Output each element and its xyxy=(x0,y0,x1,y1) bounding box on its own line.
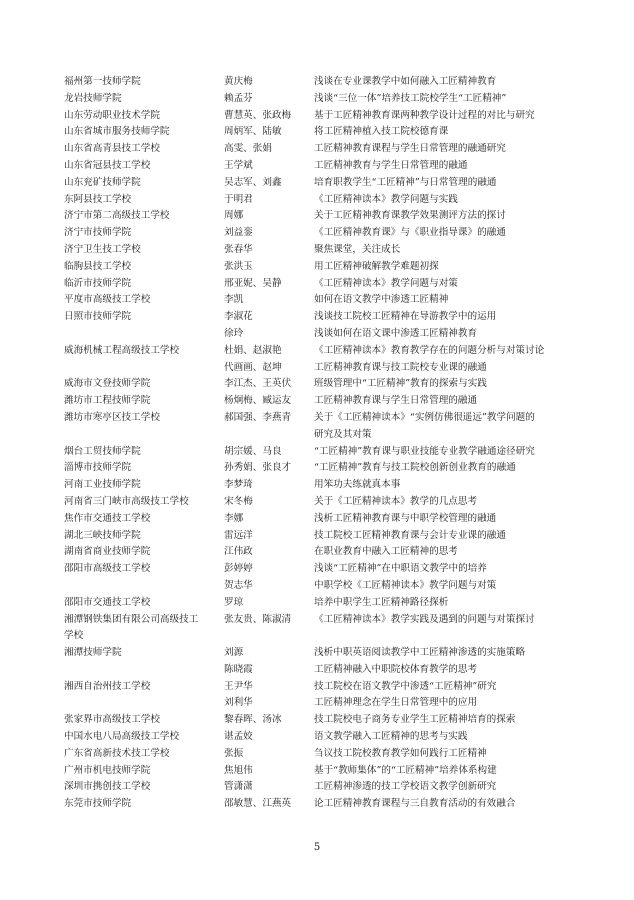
title-cell-line: “工匠精神”教育与技工院校创新创业教育的融通 xyxy=(314,462,516,474)
author-cell-line: 张友贵、陈淑清 xyxy=(224,613,292,625)
school-cell-line: 湖北三峡技师学院 xyxy=(64,529,141,541)
school-cell xyxy=(64,612,224,646)
school-cell-line: 山东省高青县技工学校 xyxy=(64,143,160,155)
title-cell-line: 语文教学融入工匠精神的思考与实践 xyxy=(314,731,468,743)
school-cell-line: 济宁市技师学院 xyxy=(64,227,132,239)
title-cell-line: 浅谈“三位一体”培养技工院校学生“工匠精神” xyxy=(314,92,507,104)
school-cell xyxy=(64,175,224,192)
author-cell-line: 焦旭伟 xyxy=(224,764,253,776)
school-cell-line: 山东兖矿技师学院 xyxy=(64,176,141,188)
entry-row xyxy=(64,376,584,393)
title-cell-line: 用笨功夫练就真本事 xyxy=(314,479,401,491)
title-cell xyxy=(314,444,584,461)
school-cell xyxy=(64,108,224,125)
title-cell-line: 工匠精神教育课程与学生日常管理的融通研究 xyxy=(314,143,506,155)
entry-row xyxy=(64,208,584,225)
school-cell-line: 张家界市高级技工学校 xyxy=(64,714,160,726)
title-cell xyxy=(314,477,584,494)
school-cell-line: 威海机械工程高级技工学校 xyxy=(64,344,180,356)
author-cell xyxy=(224,544,314,561)
school-cell-line: 广州市机电技师学院 xyxy=(64,764,151,776)
school-cell xyxy=(64,729,224,746)
title-cell-line: 工匠精神教育课与学生日常管理的融通 xyxy=(314,395,478,407)
school-cell xyxy=(64,91,224,108)
entry-row xyxy=(64,91,584,108)
author-cell-line: 管潇潇 xyxy=(224,781,253,793)
school-cell-line: 龙岩技师学院 xyxy=(64,92,122,104)
author-cell xyxy=(224,225,314,242)
author-cell xyxy=(224,460,314,477)
title-cell xyxy=(314,141,584,158)
entry-row xyxy=(64,645,584,679)
school-cell xyxy=(64,393,224,410)
school-cell xyxy=(64,645,224,662)
title-cell-line: 《工匠精神读本》教学问题与对策 xyxy=(314,277,458,289)
school-cell xyxy=(64,208,224,225)
school-cell-line: 深圳市携创技工学校 xyxy=(64,781,151,793)
author-cell xyxy=(224,343,314,377)
school-cell-line: 东莞市技师学院 xyxy=(64,798,132,810)
school-cell-line: 淄博市技师学院 xyxy=(64,462,132,474)
school-cell xyxy=(64,528,224,545)
entry-row xyxy=(64,528,584,545)
title-cell-line: “工匠精神”教育课与职业技能专业教学融通途径研究 xyxy=(314,445,535,457)
author-cell-line: 杜娟、赵淑艳 xyxy=(224,344,282,356)
author-cell-line: 孙秀娟、张良才 xyxy=(224,462,292,474)
author-cell xyxy=(224,561,314,595)
title-cell xyxy=(314,208,584,225)
author-cell-line: 贺志华 xyxy=(224,579,253,591)
author-cell xyxy=(224,779,314,796)
author-cell xyxy=(224,796,314,813)
author-cell xyxy=(224,175,314,192)
school-cell-line: 福州第一技师学院 xyxy=(64,76,141,87)
author-cell xyxy=(224,410,314,427)
author-cell xyxy=(224,158,314,175)
entry-row xyxy=(64,729,584,746)
author-cell-line: 吴志军、刘鑫 xyxy=(224,176,282,188)
school-cell xyxy=(64,376,224,393)
school-cell-line: 平度市高级技工学校 xyxy=(64,294,151,306)
author-cell-line: 张春华 xyxy=(224,243,253,255)
title-cell xyxy=(314,292,584,309)
title-cell-line: 关于工匠精神教育课教学效果测评方法的探讨 xyxy=(314,210,506,222)
page-number: 5 xyxy=(313,842,321,853)
entry-row xyxy=(64,595,584,612)
entry-row xyxy=(64,511,584,528)
school-cell-line: 山东省城市服务技师学院 xyxy=(64,126,170,138)
author-cell xyxy=(224,242,314,259)
title-cell xyxy=(314,343,584,377)
entry-row xyxy=(64,242,584,259)
author-cell xyxy=(224,292,314,309)
entry-row xyxy=(64,494,584,511)
school-cell xyxy=(64,192,224,209)
author-cell xyxy=(224,108,314,125)
author-cell-line: 黄庆梅 xyxy=(224,76,253,87)
author-cell xyxy=(224,208,314,225)
author-cell-line: 李娜 xyxy=(224,512,244,524)
author-cell-line: 曹慧英、张政梅 xyxy=(224,109,292,121)
title-cell-line: 浅谈技工院校工匠精神在导游教学中的运用 xyxy=(314,311,497,323)
title-cell-line: 工匠精神渗透的技工学校语文教学创新研究 xyxy=(314,781,497,793)
author-cell-line: 王尹华 xyxy=(224,680,253,692)
school-cell-line: 河南工业技师学院 xyxy=(64,479,141,491)
title-cell xyxy=(314,242,584,259)
author-cell-line: 雷远洋 xyxy=(224,529,253,541)
entry-row xyxy=(64,276,584,293)
entry-row xyxy=(64,292,584,309)
title-cell-line: 基于“教师集体”的“工匠精神”培养体系构建 xyxy=(314,764,497,776)
title-cell-line: 技工院校电子商务专业学生工匠精神培育的探索 xyxy=(314,714,516,726)
title-cell xyxy=(314,528,584,545)
author-cell-line: 李淑花 xyxy=(224,311,253,323)
author-cell xyxy=(224,91,314,108)
school-cell xyxy=(64,343,224,360)
title-cell-line: 工匠精神理念在学生日常管理中的应用 xyxy=(314,697,478,709)
author-cell xyxy=(224,74,314,91)
school-cell-line: 日照市技师学院 xyxy=(64,311,132,323)
author-cell-line: 陈晓霞 xyxy=(224,663,253,675)
school-cell-line: 湘潭钢铁集团有限公司高级技工 xyxy=(64,613,199,625)
title-cell-line: 工匠精神教育与学生日常管理的融通 xyxy=(314,159,468,171)
author-cell xyxy=(224,712,314,729)
author-cell-line: 郝国强、李燕青 xyxy=(224,411,292,423)
school-cell-line: 东阿县技工学校 xyxy=(64,193,132,205)
author-cell-line: 江伟政 xyxy=(224,546,253,558)
author-cell-line: 邢亚妮、吴静 xyxy=(224,277,282,289)
author-cell xyxy=(224,192,314,209)
school-cell xyxy=(64,595,224,612)
title-cell-line: 技工院校在语文教学中渗透“工匠精神”研究 xyxy=(314,680,497,692)
entry-row xyxy=(64,124,584,141)
author-cell-line: 李凯 xyxy=(224,294,244,306)
title-cell-line: 如何在语文教学中渗透工匠精神 xyxy=(314,294,449,306)
author-cell-line: 徐玲 xyxy=(224,327,244,339)
school-cell xyxy=(64,561,224,578)
author-cell xyxy=(224,746,314,763)
title-cell-line: 工匠精神教育课与技工院校专业课的融通 xyxy=(314,361,487,373)
author-cell-line: 刘源 xyxy=(224,647,244,659)
author-cell xyxy=(224,729,314,746)
school-cell xyxy=(64,746,224,763)
school-cell-line: 河南省三门峡市高级技工学校 xyxy=(64,495,189,507)
entry-row xyxy=(64,108,584,125)
title-cell xyxy=(314,410,584,444)
school-cell xyxy=(64,276,224,293)
title-cell xyxy=(314,225,584,242)
author-cell xyxy=(224,309,314,326)
title-cell xyxy=(314,124,584,141)
title-cell xyxy=(314,796,584,813)
entry-row xyxy=(64,612,584,646)
title-cell xyxy=(314,158,584,175)
author-cell-line: 李江杰、王英伏 xyxy=(224,378,292,390)
school-cell-line: 中国水电八局高级技工学校 xyxy=(64,731,180,743)
title-cell xyxy=(314,679,584,713)
title-cell xyxy=(314,309,584,326)
school-cell-line: 广东省高新技术技工学校 xyxy=(64,747,170,759)
title-cell xyxy=(314,712,584,729)
author-cell xyxy=(224,376,314,393)
title-cell-line: 培养中职学生工匠精神路径探析 xyxy=(314,596,449,608)
title-cell xyxy=(314,494,584,511)
entry-row xyxy=(64,225,584,242)
author-cell-line: 张振 xyxy=(224,747,244,759)
author-cell-line: 王学斌 xyxy=(224,159,253,171)
school-cell-line: 临朐县技工学校 xyxy=(64,260,132,272)
title-cell xyxy=(314,74,584,91)
author-cell xyxy=(224,444,314,461)
author-cell xyxy=(224,679,314,713)
school-cell xyxy=(64,511,224,528)
title-cell-line: 《工匠精神读本》教育教学存在的问题分析与对策讨论 xyxy=(314,344,545,356)
entry-row xyxy=(64,74,584,91)
title-cell xyxy=(314,595,584,612)
author-cell-line: 周炳军、陆敏 xyxy=(224,126,282,138)
author-cell xyxy=(224,326,314,343)
entry-row xyxy=(64,796,584,813)
school-cell-line: 威海市文登技师学院 xyxy=(64,378,151,390)
entry-row xyxy=(64,192,584,209)
author-cell xyxy=(224,124,314,141)
entry-row xyxy=(64,763,584,780)
title-cell-line: 班级管理中“工匠精神”教育的探索与实践 xyxy=(314,378,487,390)
author-cell xyxy=(224,595,314,612)
title-cell xyxy=(314,729,584,746)
entry-row xyxy=(64,393,584,410)
title-cell xyxy=(314,175,584,192)
school-cell-line: 济宁卫生技工学校 xyxy=(64,243,141,255)
author-cell-line: 彭婷婷 xyxy=(224,563,253,575)
school-cell-line: 焦作市交通技工学校 xyxy=(64,512,151,524)
author-cell xyxy=(224,141,314,158)
author-cell xyxy=(224,276,314,293)
school-cell xyxy=(64,74,224,91)
author-cell-line: 刘益銮 xyxy=(224,227,253,239)
entry-row xyxy=(64,746,584,763)
author-cell-line: 刘利华 xyxy=(224,697,253,709)
entry-list xyxy=(64,74,584,813)
school-cell xyxy=(64,410,224,427)
author-cell-line: 谌孟姣 xyxy=(224,731,253,743)
school-cell xyxy=(64,712,224,729)
author-cell-line: 张洪玉 xyxy=(224,260,253,272)
author-cell-line: 周娜 xyxy=(224,210,244,222)
entry-row xyxy=(64,477,584,494)
title-cell-line: 工匠精神融入中职院校体育教学的思考 xyxy=(314,663,478,675)
title-cell xyxy=(314,561,584,595)
entry-row xyxy=(64,175,584,192)
title-cell xyxy=(314,612,584,629)
author-cell xyxy=(224,259,314,276)
title-cell xyxy=(314,544,584,561)
title-cell-line: 聚焦课堂，关注成长 xyxy=(314,243,401,255)
title-cell xyxy=(314,393,584,410)
entry-row xyxy=(64,544,584,561)
entry-row xyxy=(64,561,584,595)
title-cell-line: 研究及其对策 xyxy=(314,428,372,440)
title-cell xyxy=(314,376,584,393)
author-cell-line: 罗琼 xyxy=(224,596,244,608)
school-cell xyxy=(64,763,224,780)
title-cell-line: 浅析中职英语阅读教学中工匠精神渗透的实施策略 xyxy=(314,647,526,659)
title-cell xyxy=(314,763,584,780)
school-cell-line: 济宁市第二高级技工学校 xyxy=(64,210,170,222)
author-cell xyxy=(224,494,314,511)
school-cell-line xyxy=(64,326,224,343)
title-cell-line: 将工匠精神植入技工院校德育课 xyxy=(314,126,449,138)
title-cell xyxy=(314,259,584,276)
school-cell-line: 邵阳市高级技工学校 xyxy=(64,563,151,575)
school-cell xyxy=(64,326,224,343)
entry-row xyxy=(64,326,584,343)
title-cell-line: 浅谈在专业课教学中如何融入工匠精神教育 xyxy=(314,76,497,87)
author-cell xyxy=(224,612,314,629)
school-cell xyxy=(64,796,224,813)
author-cell-line: 李梦琦 xyxy=(224,479,253,491)
title-cell-line: 《工匠精神教育课》与《职业指导课》的融通 xyxy=(314,227,506,239)
title-cell-line: 浅析工匠精神教育课与中职学校管理的融通 xyxy=(314,512,497,524)
entry-row xyxy=(64,460,584,477)
title-cell xyxy=(314,746,584,763)
title-cell-line: 《工匠精神读本》教学问题与实践 xyxy=(314,193,458,205)
school-cell-line: 湘潭技师学院 xyxy=(64,647,122,659)
entry-row xyxy=(64,779,584,796)
author-cell-line: 黎春晖、汤冰 xyxy=(224,714,282,726)
entry-row xyxy=(64,343,584,377)
school-cell xyxy=(64,158,224,175)
title-cell-line: 浅谈“工匠精神”在中职语文教学中的培养 xyxy=(314,563,487,575)
school-cell xyxy=(64,460,224,477)
author-cell-line: 高雯、张娟 xyxy=(224,143,272,155)
author-cell xyxy=(224,763,314,780)
school-cell xyxy=(64,225,224,242)
title-cell-line: 用工匠精神破解教学难题初探 xyxy=(314,260,439,272)
school-cell-line: 湘西自治州技工学校 xyxy=(64,680,151,692)
author-cell xyxy=(224,645,314,679)
author-cell xyxy=(224,393,314,410)
author-cell-line: 邵敏慧、江燕英 xyxy=(224,798,292,810)
title-cell xyxy=(314,779,584,796)
entry-row xyxy=(64,712,584,729)
school-cell-line: 山东省冠县技工学校 xyxy=(64,159,151,171)
school-cell-line: 学校 xyxy=(64,630,84,642)
title-cell xyxy=(314,460,584,477)
author-cell xyxy=(224,511,314,528)
title-cell-line: 关于《工匠精神读本》教学的几点思考 xyxy=(314,495,478,507)
title-cell-line: 技工院校工匠精神教育课与会计专业课的融通 xyxy=(314,529,506,541)
title-cell-line: 浅谈如何在语文课中渗透工匠精神教育 xyxy=(314,327,478,339)
entry-row xyxy=(64,259,584,276)
title-cell-line: 基于工匠精神教育课两种教学设计过程的对比与研究 xyxy=(314,109,535,121)
school-cell xyxy=(64,242,224,259)
author-cell-line: 杨炯梅、臧运友 xyxy=(224,395,292,407)
author-cell-line: 赖孟芬 xyxy=(224,92,253,104)
title-cell-line: 培育职教学生“工匠精神”与日常管理的融通 xyxy=(314,176,497,188)
title-cell xyxy=(314,108,584,125)
school-cell xyxy=(64,259,224,276)
title-cell xyxy=(314,276,584,293)
title-cell xyxy=(314,511,584,528)
entry-row xyxy=(64,141,584,158)
school-cell xyxy=(64,679,224,696)
title-cell-line: 在职业教育中融入工匠精神的思考 xyxy=(314,546,458,558)
school-cell-line: 湖南省商业技师学院 xyxy=(64,546,151,558)
school-cell-line: 临沂市技师学院 xyxy=(64,277,132,289)
title-cell xyxy=(314,326,584,343)
school-cell xyxy=(64,477,224,494)
school-cell xyxy=(64,292,224,309)
title-cell-line: 中职学校《工匠精神读本》教学问题与对策 xyxy=(314,579,497,591)
title-cell-line: 论工匠精神教育课程与三自教育活动的有效融合 xyxy=(314,798,516,810)
title-cell xyxy=(314,91,584,108)
school-cell-line: 烟台工贸技师学院 xyxy=(64,445,141,457)
school-cell xyxy=(64,779,224,796)
title-cell-line: 《工匠精神读本》教学实践及遇到的问题与对策探讨 xyxy=(314,613,535,625)
author-cell-line: 代画画、赵坤 xyxy=(224,361,282,373)
school-cell xyxy=(64,444,224,461)
school-cell-line: 潍坊市寒亭区技工学校 xyxy=(64,411,160,423)
entry-row xyxy=(64,309,584,326)
school-cell xyxy=(64,124,224,141)
title-cell-line: 刍议技工院校教育教学如何践行工匠精神 xyxy=(314,747,487,759)
school-cell-line: 潍坊市工程技师学院 xyxy=(64,395,151,407)
title-cell xyxy=(314,645,584,679)
school-cell xyxy=(64,544,224,561)
author-cell-line: 于明君 xyxy=(224,193,253,205)
entry-row xyxy=(64,679,584,713)
school-cell-line: 山东劳动职业技术学院 xyxy=(64,109,160,121)
school-cell xyxy=(64,309,224,326)
title-cell xyxy=(314,192,584,209)
school-cell xyxy=(64,141,224,158)
author-cell-line: 宋冬梅 xyxy=(224,495,253,507)
entry-row xyxy=(64,444,584,461)
school-cell-line: 邵阳市交通技工学校 xyxy=(64,596,151,608)
author-cell xyxy=(224,528,314,545)
title-cell-line: 关于《工匠精神读本》“实例仿佛很遥远”教学问题的 xyxy=(314,411,535,423)
school-cell xyxy=(64,494,224,511)
author-cell-line: 胡宗媛、马良 xyxy=(224,445,282,457)
author-cell xyxy=(224,477,314,494)
entry-row xyxy=(64,158,584,175)
entry-row xyxy=(64,410,584,444)
